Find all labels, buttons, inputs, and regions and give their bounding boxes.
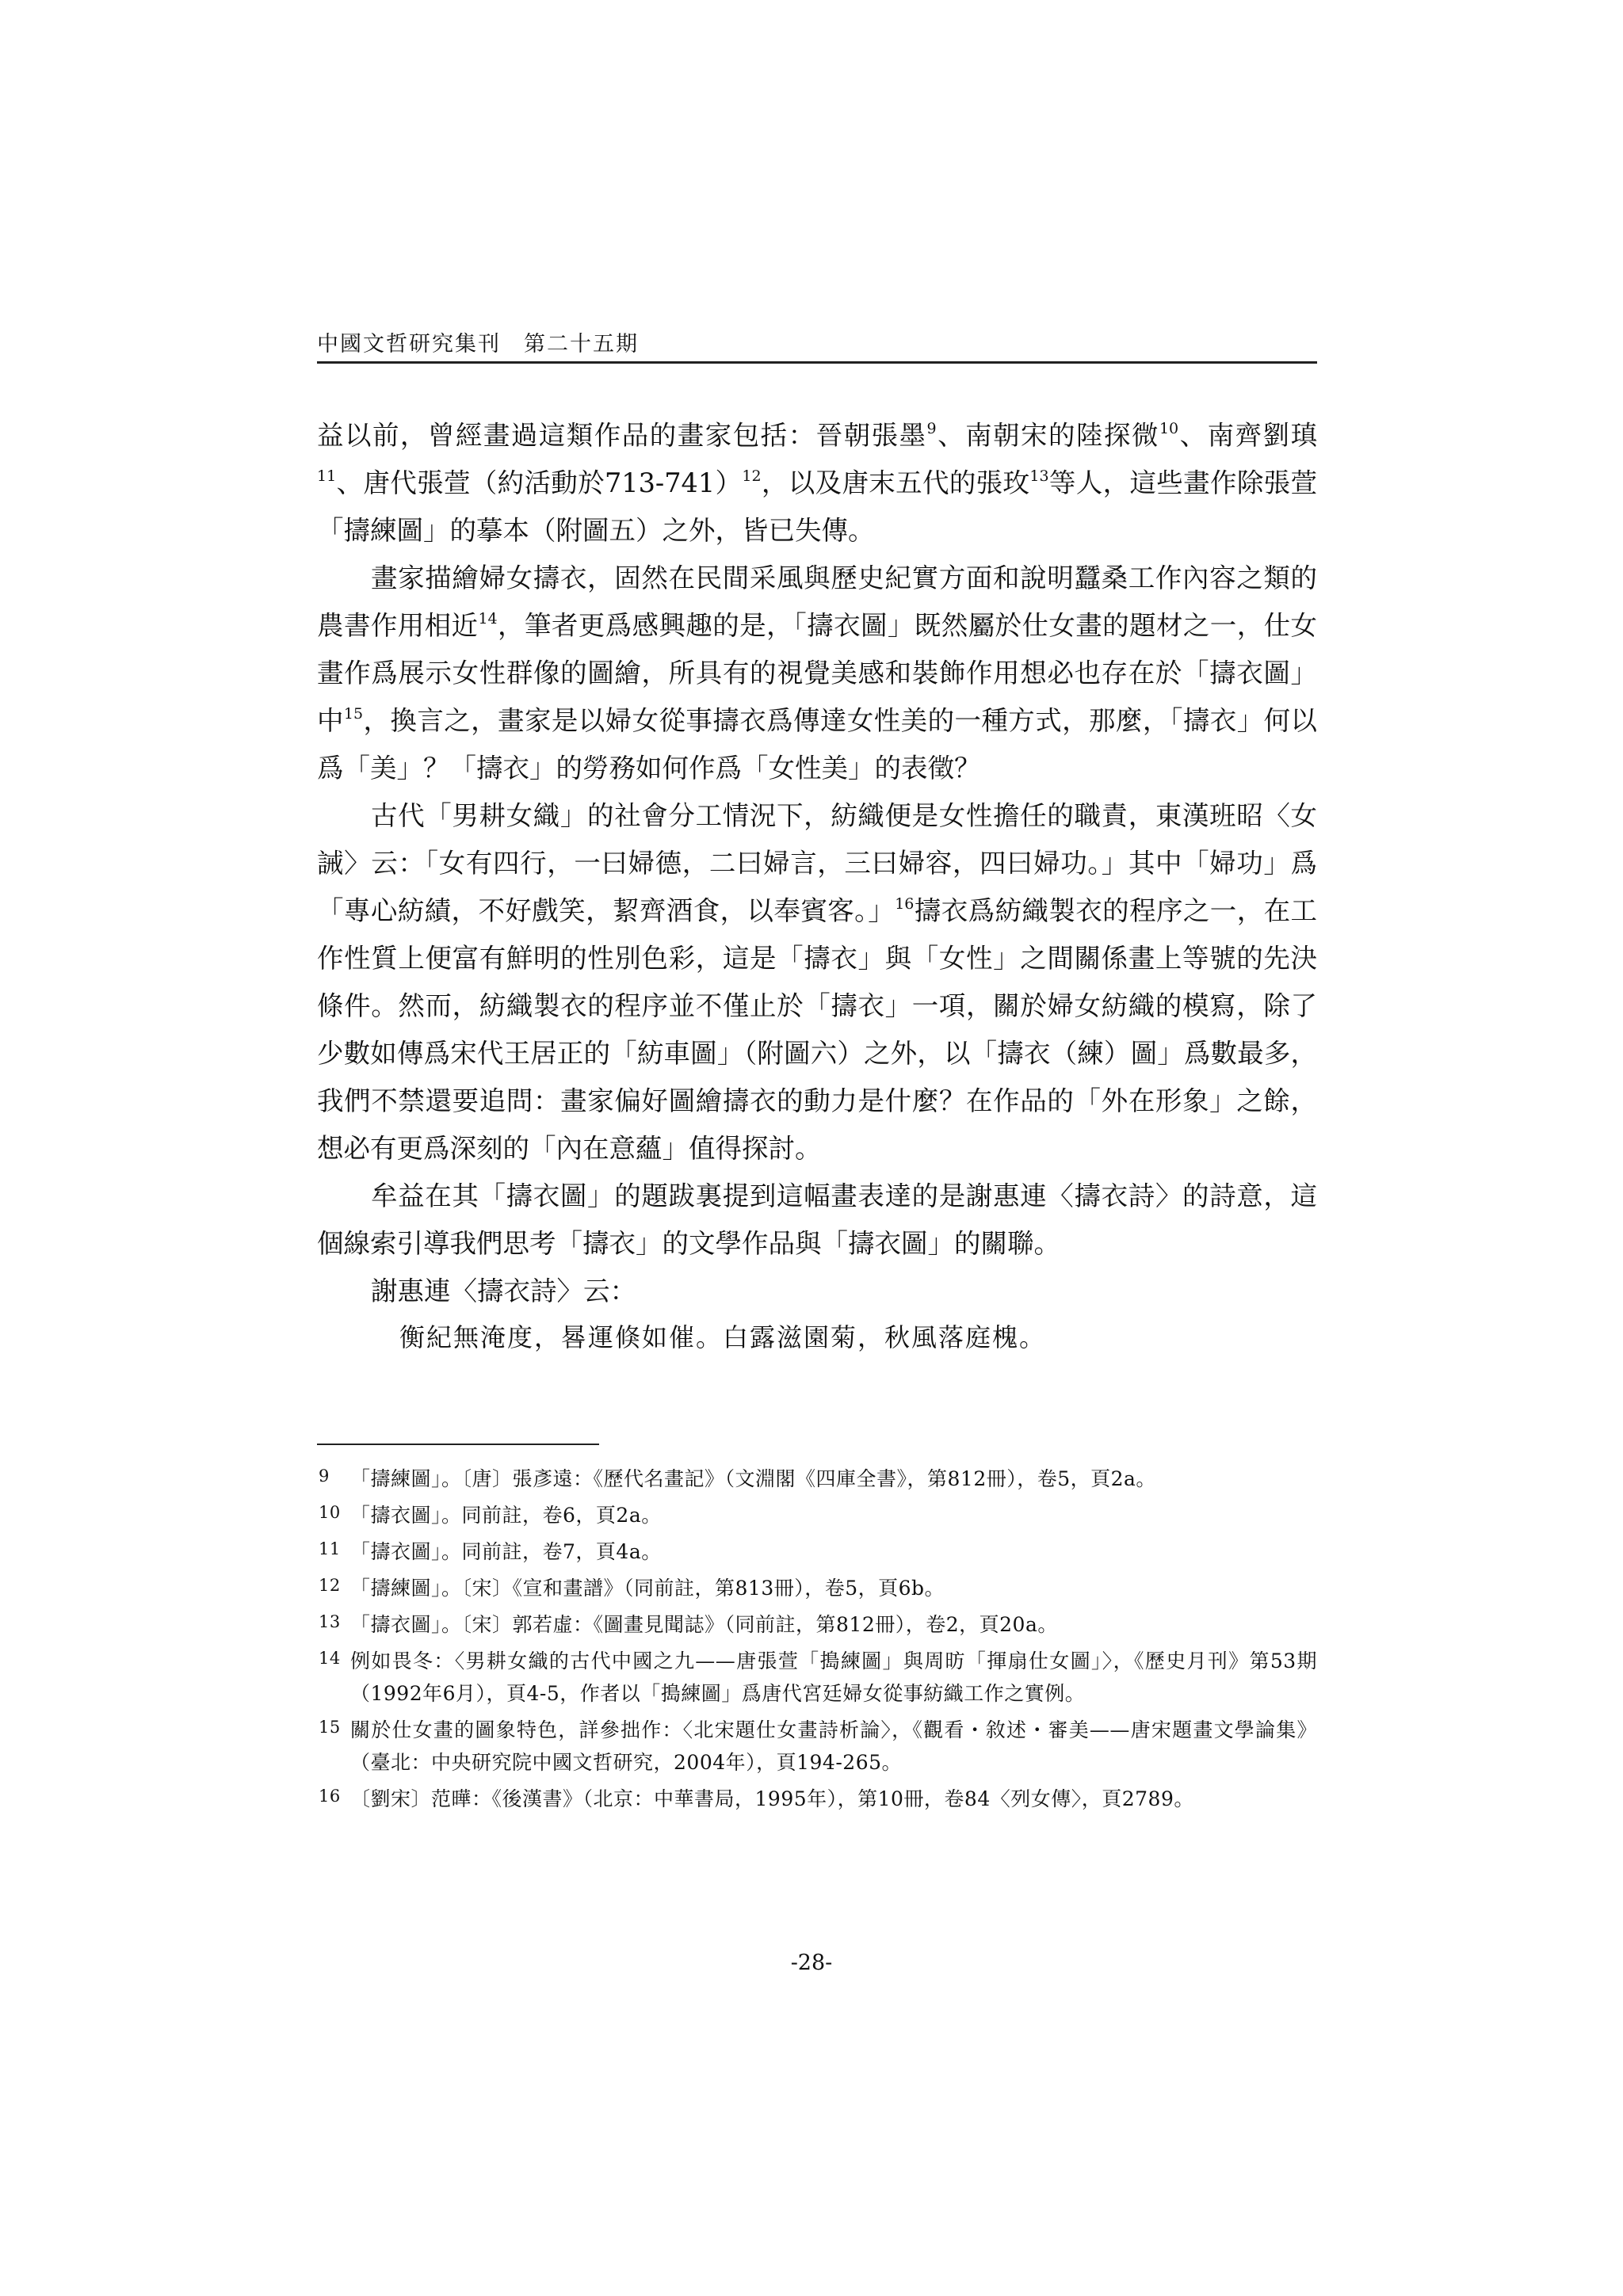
body-paragraph [317, 412, 1317, 555]
footnote-text: 「擣練圖」。〔宋〕《宣和畫譜》（同前註，第813冊），卷5，頁6b。 [350, 1577, 945, 1600]
page-number: -28- [790, 1951, 833, 1975]
footnote-number: 14 [319, 1649, 341, 1668]
footnote-text: 「擣衣圖」。同前註，卷6，頁2a。 [350, 1504, 662, 1527]
paragraph-text: 等人，這些畫作除張萱「擣練圖」的摹本（附圖五）之外，皆已失傳。 [317, 467, 1318, 546]
footnote-number: 9 [319, 1466, 330, 1486]
paragraph-text: 謝惠連〈擣衣詩〉云： [371, 1276, 636, 1306]
body-paragraph [317, 555, 1317, 792]
footnote-separator [317, 1444, 599, 1445]
footnote-number: 13 [319, 1612, 341, 1631]
footnote-text: 〔劉宋〕范曄：《後漢書》（北京：中華書局，1995年），第10冊，卷84〈列女傳〉，頁2789。 [350, 1787, 1194, 1810]
footnote-item [317, 1645, 1317, 1710]
footnote-reference[interactable]: 16 [895, 895, 915, 913]
poem-quote: 衡紀無淹度，晷運倏如催。白露滋園菊，秋風落庭槐。 [399, 1322, 1047, 1352]
footnote-item [317, 1608, 1317, 1641]
footnote-item [317, 1572, 1317, 1604]
footnote-text: 「擣衣圖」。同前註，卷7，頁4a。 [350, 1540, 662, 1563]
footnote-reference[interactable]: 9 [926, 420, 937, 437]
paragraph-text: ，換言之，畫家是以婦女從事擣衣爲傳達女性美的一種方式，那麼，「擣衣」何以爲「美」？「擣衣」的勞務如何作爲「女性美」的表徵？ [317, 705, 1318, 784]
footnote-reference[interactable]: 10 [1159, 420, 1179, 437]
footnote-number: 11 [319, 1539, 341, 1558]
footnote-text: 例如畏冬：〈男耕女織的古代中國之九——唐張萱「搗練圖」與周昉「揮扇仕女圖」〉，《歷史月刊》第53期（1992年6月），頁4-5，作者以「搗練圖」爲唐代宮廷婦女從事紡織工作之實例。 [350, 1650, 1317, 1705]
footnote-item [317, 1714, 1317, 1779]
paragraph-text: 、南朝宋的陸探微 [936, 420, 1159, 451]
paragraph-text: 益以前，曾經畫過這類作品的畫家包括：晉朝張墨 [317, 420, 927, 451]
body-paragraph [317, 1268, 1317, 1315]
footnote-text: 「擣練圖」。〔唐〕張彥遠：《歷代名畫記》（文淵閣《四庫全書》，第812冊），卷5，頁2a。 [350, 1467, 1156, 1490]
paragraph-text: 牟益在其「擣衣圖」的題跋裏提到這幅畫表達的是謝惠連〈擣衣詩〉的詩意，這個線索引導我們思考「擣衣」的文學作品與「擣衣圖」的關聯。 [317, 1180, 1317, 1259]
footnote-text: 關於仕女畫的圖象特色，詳參拙作：〈北宋題仕女畫詩析論〉，《觀看・敘述・審美——唐宋題畫文學論集》（臺北：中央研究院中國文哲研究，2004年），頁194-265。 [350, 1718, 1317, 1774]
footnote-reference[interactable]: 13 [1029, 467, 1049, 485]
paragraph-text: 、唐代張萱（約活動於713-741） [336, 467, 743, 498]
running-title: 中國文哲研究集刊 第二十五期 [317, 332, 639, 357]
footnote-number: 16 [319, 1787, 341, 1806]
paragraph-text: ，以及唐末五代的張玫 [761, 467, 1030, 498]
footnotes [317, 1463, 1317, 1819]
footnote-number: 10 [319, 1503, 341, 1522]
body-paragraph [317, 1173, 1317, 1268]
footnote-item [317, 1535, 1317, 1568]
running-header [317, 326, 1317, 364]
paragraph-text: 畫家描繪婦女擣衣，固然在民間采風與歷史紀實方面和說明蠶桑工作內容之類的農書作用相近 [317, 563, 1317, 641]
paragraph-text: 古代「男耕女織」的社會分工情況下，紡織便是女性擔任的職責，東漢班昭〈女誡〉云：「女有四行，一曰婦德，二曰婦言，三曰婦容，四曰婦功。」其中「婦功」爲「專心紡績，不好戲笑，絜齊酒食，以奉賓客。」 [317, 800, 1317, 926]
paragraph-text: 擣衣爲紡織製衣的程序之一，在工作性質上便富有鮮明的性別色彩，這是「擣衣」與「女性」之間關係畫上等號的先決條件。然而，紡織製衣的程序並不僅止於「擣衣」一項，關於婦女紡織的模寫，除了少數如傳爲宋代王居正的「紡車圖」（附圖六）之外，以「擣衣（練）圖」爲數最多，我們不禁還要追問：畫家偏好圖繪擣衣的動力是什麼？在作品的「外在形象」之餘，想必有更爲深刻的「內在意蘊」值得探討。 [317, 895, 1318, 1164]
footnote-reference[interactable]: 14 [478, 610, 498, 627]
main-text [317, 412, 1317, 1360]
footnote-reference[interactable]: 11 [317, 467, 337, 485]
footnote-number: 12 [319, 1576, 341, 1595]
footnote-item [317, 1499, 1317, 1531]
footnote-text: 「擣衣圖」。〔宋〕郭若虛：《圖畫見聞誌》（同前註，第812冊），卷2，頁20a。 [350, 1613, 1058, 1636]
footnote-item [317, 1463, 1317, 1495]
footnote-item [317, 1783, 1317, 1815]
footnote-number: 15 [319, 1718, 341, 1737]
paragraph-text: ，筆者更爲感興趣的是，「擣衣圖」既然屬於仕女畫的題材之一，仕女畫作爲展示女性群像的圖繪，所具有的視覺美感和裝飾作用想必也存在於「擣衣圖」中 [317, 610, 1318, 736]
footnote-reference[interactable]: 12 [742, 467, 762, 485]
paragraphs [317, 412, 1317, 1315]
body-paragraph [317, 792, 1317, 1173]
footnote-reference[interactable]: 15 [343, 705, 364, 723]
paragraph-text: 、南齊劉瑱 [1178, 420, 1318, 451]
